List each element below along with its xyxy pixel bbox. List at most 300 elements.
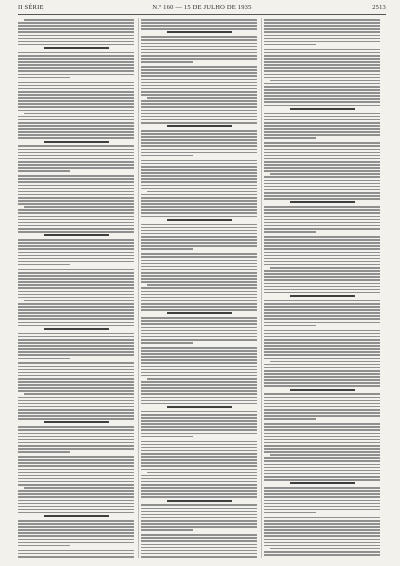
- text-line: [141, 306, 257, 308]
- text-line: [18, 459, 134, 461]
- text-line: [18, 400, 134, 402]
- text-line: [18, 38, 134, 40]
- text-line: [18, 41, 134, 43]
- text-line: [141, 103, 257, 105]
- text-line: [264, 460, 380, 462]
- text-line: [18, 281, 134, 283]
- text-line: [141, 178, 257, 180]
- text-line: [141, 155, 193, 157]
- text-line: [264, 67, 380, 69]
- text-line: [264, 137, 316, 139]
- text-line: [264, 364, 380, 366]
- text-line: [18, 348, 134, 350]
- text-line: [147, 284, 257, 286]
- text-line: [18, 149, 134, 151]
- text-line: [270, 454, 380, 456]
- text-line: [18, 25, 134, 27]
- text-line: [18, 550, 134, 552]
- text-line: [264, 545, 380, 547]
- text-line: [264, 167, 380, 169]
- text-line: [141, 209, 257, 211]
- text-line: [141, 281, 257, 283]
- text-line: [24, 393, 134, 395]
- text-line: [18, 429, 134, 431]
- text-line: [264, 279, 380, 281]
- text-line: [141, 297, 257, 299]
- text-line: [141, 511, 257, 513]
- text-line: [18, 384, 134, 386]
- text-line: [141, 260, 257, 262]
- text-line: [141, 300, 257, 302]
- text-line: [264, 228, 380, 230]
- text-line: [18, 22, 134, 24]
- text-line: [18, 445, 134, 447]
- text-line: [18, 397, 134, 399]
- text-line: [264, 113, 380, 115]
- text-line: [141, 356, 257, 358]
- text-line: [44, 141, 109, 143]
- text-line: [18, 333, 134, 335]
- text-line: [141, 523, 257, 525]
- text-line: [141, 526, 257, 528]
- text-line: [141, 188, 257, 190]
- text-line: [18, 526, 134, 528]
- text-line: [18, 94, 134, 96]
- text-line: [264, 433, 380, 435]
- text-line: [264, 55, 380, 57]
- text-line: [141, 459, 257, 461]
- text-line: [264, 283, 380, 285]
- text-line: [18, 506, 134, 508]
- text-line: [18, 322, 134, 324]
- text-line: [18, 58, 134, 60]
- text-line: [264, 442, 380, 444]
- text-line: [264, 406, 380, 408]
- text-line: [264, 31, 380, 33]
- text-line: [147, 378, 257, 380]
- text-line: [264, 149, 380, 151]
- text-line: [264, 125, 380, 127]
- text-line: [270, 173, 380, 175]
- text-line: [18, 70, 134, 72]
- text-line: [141, 149, 257, 151]
- text-line: [18, 312, 134, 314]
- text-line: [141, 200, 257, 202]
- text-line: [18, 55, 134, 57]
- text-line: [18, 261, 134, 263]
- text-line: [141, 414, 257, 416]
- text-line: [141, 397, 257, 399]
- text-line: [141, 43, 257, 45]
- text-line: [18, 291, 134, 293]
- text-line: [141, 426, 257, 428]
- text-line: [141, 520, 257, 522]
- text-line: [18, 520, 134, 522]
- text-line: [290, 295, 355, 297]
- text-line: [270, 548, 380, 550]
- text-line: [141, 172, 257, 174]
- text-line: [141, 444, 257, 446]
- text-line: [141, 493, 257, 495]
- text-line: [264, 119, 380, 121]
- text-line: [141, 227, 257, 229]
- text-line: [18, 64, 134, 66]
- text-line: [141, 553, 257, 555]
- text-line: [18, 85, 134, 87]
- text-line: [141, 245, 257, 247]
- text-line: [141, 278, 257, 280]
- text-line: [264, 64, 380, 66]
- text-line: [264, 358, 380, 360]
- text-line: [141, 320, 257, 322]
- text-line: [18, 158, 134, 160]
- text-line: [264, 429, 380, 431]
- text-line: [141, 540, 257, 542]
- text-line: [18, 500, 134, 502]
- text-line: [141, 429, 257, 431]
- text-line: [141, 19, 257, 21]
- text-line: [141, 508, 257, 510]
- text-column-middle: [141, 18, 257, 558]
- text-line: [18, 178, 134, 180]
- text-line: [141, 119, 257, 121]
- text-line: [141, 450, 257, 452]
- text-line: [141, 122, 257, 124]
- text-line: [141, 272, 257, 274]
- running-header: [18, 4, 386, 14]
- text-line: [264, 303, 380, 305]
- text-line: [18, 88, 134, 90]
- text-line: [44, 515, 109, 517]
- text-line: [141, 169, 257, 171]
- text-line: [141, 248, 193, 250]
- issue-label: N.º 160 — 15 DE JULHO DE 1935: [152, 4, 252, 11]
- text-line: [18, 119, 134, 121]
- text-line: [18, 469, 134, 471]
- text-line: [264, 289, 380, 291]
- text-line: [44, 421, 109, 423]
- text-line: [264, 41, 380, 43]
- text-line: [147, 191, 257, 193]
- text-line: [264, 183, 380, 185]
- text-line: [141, 185, 257, 187]
- text-line: [18, 191, 134, 193]
- text-line: [264, 255, 380, 257]
- text-line: [264, 439, 380, 441]
- text-line: [18, 351, 134, 353]
- text-line: [264, 542, 380, 544]
- text-line: [18, 553, 134, 555]
- text-line: [141, 393, 257, 395]
- text-line: [141, 347, 257, 349]
- text-line: [264, 131, 380, 133]
- text-line: [141, 447, 257, 449]
- text-line: [18, 242, 134, 244]
- text-line: [18, 481, 134, 483]
- text-line: [264, 19, 380, 21]
- text-line: [264, 325, 316, 327]
- text-line: [141, 194, 257, 196]
- text-line: [147, 97, 257, 99]
- text-line: [141, 537, 257, 539]
- text-line: [264, 195, 380, 197]
- text-line: [141, 206, 257, 208]
- text-line: [141, 291, 257, 293]
- text-line: [18, 222, 134, 224]
- text-line: [141, 484, 257, 486]
- text-line: [264, 252, 380, 254]
- text-line: [264, 164, 380, 166]
- text-line: [264, 529, 380, 531]
- text-line: [141, 58, 257, 60]
- text-line: [141, 456, 257, 458]
- text-line: [264, 95, 380, 97]
- text-line: [264, 306, 380, 308]
- text-line: [18, 219, 134, 221]
- text-line: [264, 219, 380, 221]
- text-line: [18, 475, 134, 477]
- text-line: [264, 116, 380, 118]
- text-line: [141, 496, 257, 498]
- text-line: [18, 284, 134, 286]
- text-line: [264, 473, 380, 475]
- text-line: [141, 224, 257, 226]
- text-line: [18, 44, 134, 46]
- text-line: [18, 245, 134, 247]
- text-line: [264, 142, 380, 144]
- text-line: [264, 49, 380, 51]
- text-line: [18, 91, 134, 93]
- text-line: [18, 387, 134, 389]
- column-divider: [138, 18, 139, 558]
- text-line: [141, 130, 257, 132]
- text-line: [18, 194, 134, 196]
- text-line: [141, 387, 257, 389]
- text-line: [141, 514, 257, 516]
- text-line: [141, 359, 257, 361]
- text-line: [264, 509, 380, 511]
- text-line: [141, 72, 257, 74]
- text-line: [18, 369, 134, 371]
- text-line: [141, 481, 257, 483]
- text-line: [264, 535, 380, 537]
- text-line: [264, 487, 380, 489]
- text-line: [141, 336, 257, 338]
- text-line: [141, 487, 257, 489]
- text-line: [141, 197, 257, 199]
- text-line: [18, 512, 134, 514]
- text-line: [141, 330, 257, 332]
- text-line: [264, 74, 380, 76]
- text-line: [264, 330, 380, 332]
- text-line: [18, 161, 134, 163]
- text-line: [264, 339, 380, 341]
- text-line: [18, 456, 134, 458]
- text-line: [141, 110, 257, 112]
- text-line: [141, 36, 257, 38]
- text-line: [264, 397, 380, 399]
- text-line: [264, 445, 380, 447]
- text-line: [264, 44, 316, 46]
- text-line: [18, 342, 134, 344]
- text-line: [141, 433, 257, 435]
- text-line: [264, 176, 380, 178]
- text-line: [141, 39, 257, 41]
- text-line: [141, 403, 257, 405]
- text-line: [141, 372, 257, 374]
- text-line: [141, 139, 257, 141]
- text-line: [18, 131, 134, 133]
- text-line: [141, 88, 257, 90]
- text-line: [18, 375, 134, 377]
- text-line: [44, 47, 109, 49]
- text-line: [264, 236, 380, 238]
- text-line: [167, 31, 232, 33]
- text-line: [264, 448, 380, 450]
- text-line: [18, 556, 134, 558]
- text-line: [141, 420, 257, 422]
- text-line: [18, 197, 134, 199]
- text-line: [18, 181, 134, 183]
- text-line: [44, 328, 109, 330]
- text-line: [18, 269, 134, 271]
- text-line: [264, 415, 380, 417]
- text-line: [264, 400, 380, 402]
- text-line: [264, 336, 380, 338]
- text-line: [18, 418, 134, 420]
- text-column-left: [18, 18, 134, 558]
- text-line: [18, 426, 134, 428]
- text-line: [264, 134, 380, 136]
- text-line: [141, 55, 257, 57]
- text-line: [264, 222, 380, 224]
- text-line: [141, 136, 257, 138]
- text-line: [264, 292, 380, 294]
- text-line: [141, 79, 257, 81]
- text-line: [18, 503, 134, 505]
- text-line: [141, 166, 257, 168]
- text-line: [167, 500, 232, 502]
- text-line: [18, 406, 134, 408]
- text-line: [264, 28, 380, 30]
- text-line: [141, 544, 257, 546]
- text-line: [264, 239, 380, 241]
- text-line: [141, 550, 257, 552]
- text-line: [141, 490, 257, 492]
- text-line: [141, 534, 257, 536]
- text-line: [141, 181, 257, 183]
- text-line: [18, 462, 134, 464]
- text-line: [167, 406, 232, 408]
- text-line: [18, 325, 134, 327]
- text-line: [141, 381, 257, 383]
- text-line: [18, 362, 134, 364]
- text-line: [264, 122, 380, 124]
- text-line: [141, 475, 257, 477]
- text-line: [141, 366, 257, 368]
- text-line: [264, 264, 380, 266]
- text-line: [141, 253, 257, 255]
- text-line: [141, 152, 257, 154]
- text-line: [18, 175, 134, 177]
- text-line: [264, 248, 380, 250]
- text-line: [18, 255, 134, 257]
- text-line: [264, 52, 380, 54]
- text-line: [264, 89, 380, 91]
- text-line: [141, 263, 257, 265]
- text-line: [141, 230, 257, 232]
- text-line: [18, 212, 134, 214]
- text-line: [264, 86, 380, 88]
- text-line: [18, 145, 134, 147]
- text-line: [264, 101, 380, 103]
- text-line: [264, 506, 380, 508]
- text-line: [18, 275, 134, 277]
- text-line: [18, 297, 134, 299]
- text-line: [18, 354, 134, 356]
- text-line: [18, 188, 134, 190]
- text-line: [290, 201, 355, 203]
- text-line: [18, 523, 134, 525]
- text-line: [264, 490, 380, 492]
- text-line: [141, 309, 257, 311]
- text-line: [141, 75, 257, 77]
- text-line: [18, 97, 134, 99]
- text-line: [141, 163, 257, 165]
- text-line: [18, 100, 134, 102]
- text-line: [18, 77, 70, 79]
- text-line: [18, 31, 134, 33]
- text-line: [264, 351, 380, 353]
- text-line: [18, 278, 134, 280]
- text-line: [18, 164, 134, 166]
- text-line: [264, 464, 380, 466]
- text-line: [264, 261, 380, 263]
- text-line: [264, 22, 380, 24]
- text-line: [264, 493, 380, 495]
- text-line: [18, 496, 134, 498]
- text-line: [141, 116, 257, 118]
- text-line: [264, 354, 380, 356]
- text-line: [18, 74, 134, 76]
- text-line: [141, 411, 257, 413]
- text-line: [264, 532, 380, 534]
- text-line: [141, 113, 257, 115]
- text-line: [264, 152, 380, 154]
- text-line: [18, 490, 134, 492]
- text-line: [18, 106, 134, 108]
- text-line: [141, 317, 257, 319]
- text-line: [18, 339, 134, 341]
- text-line: [141, 233, 257, 235]
- text-line: [18, 128, 134, 130]
- text-line: [141, 350, 257, 352]
- text-line: [141, 423, 257, 425]
- text-line: [264, 186, 380, 188]
- text-line: [141, 236, 257, 238]
- text-line: [141, 287, 257, 289]
- text-line: [141, 462, 257, 464]
- text-line: [18, 110, 134, 112]
- text-line: [141, 175, 257, 177]
- text-line: [18, 478, 134, 480]
- text-line: [264, 367, 380, 369]
- text-line: [264, 312, 380, 314]
- text-line: [44, 234, 109, 236]
- text-line: [264, 216, 380, 218]
- text-line: [264, 517, 380, 519]
- page-number: 2513: [372, 4, 386, 11]
